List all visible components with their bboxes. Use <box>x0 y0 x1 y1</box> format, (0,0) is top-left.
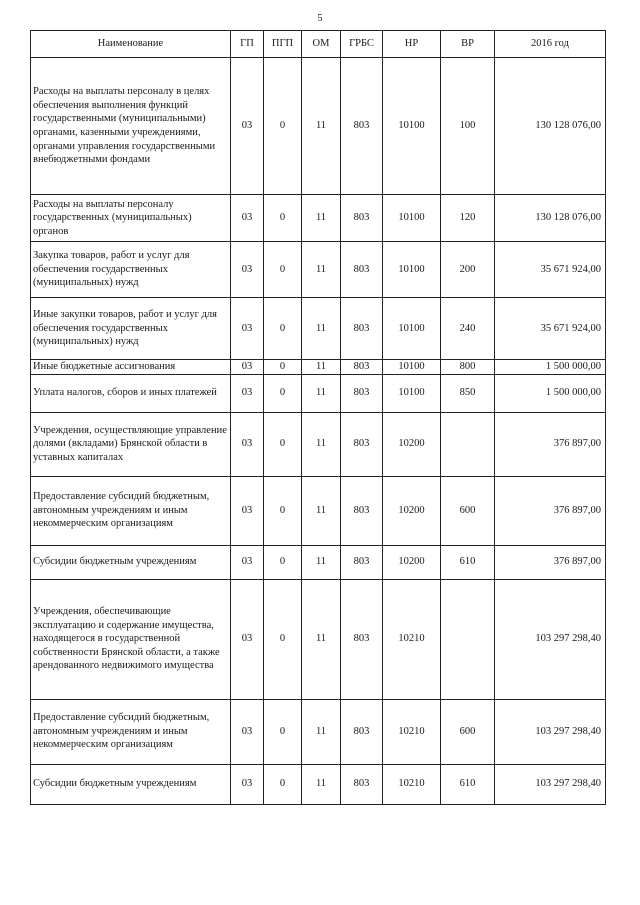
cell-nr: 10210 <box>383 764 441 804</box>
cell-om: 11 <box>302 699 341 764</box>
budget-table <box>30 30 606 805</box>
cell-nr: 10100 <box>383 360 441 375</box>
cell-grbs: 803 <box>341 195 383 242</box>
cell-amount: 376 897,00 <box>495 412 606 476</box>
cell-gp: 03 <box>231 58 264 195</box>
table-row <box>31 242 606 298</box>
cell-nr: 10200 <box>383 476 441 545</box>
table-row <box>31 412 606 476</box>
cell-name: Учреждения, осуществляющие управление долями (вкладами) Брянской области в уставных капиталах <box>31 412 231 476</box>
cell-grbs: 803 <box>341 412 383 476</box>
cell-amount: 130 128 076,00 <box>495 58 606 195</box>
cell-grbs: 803 <box>341 579 383 699</box>
cell-vr: 200 <box>441 242 495 298</box>
header-vr: ВР <box>441 31 495 58</box>
cell-amount: 376 897,00 <box>495 545 606 579</box>
cell-amount: 1 500 000,00 <box>495 360 606 375</box>
header-name: Наименование <box>31 31 231 58</box>
page-number: 5 <box>317 13 323 24</box>
cell-vr: 610 <box>441 764 495 804</box>
cell-name: Расходы на выплаты персоналу государственных (муниципальных) органов <box>31 195 231 242</box>
cell-nr: 10200 <box>383 545 441 579</box>
cell-nr: 10100 <box>383 242 441 298</box>
cell-amount: 376 897,00 <box>495 476 606 545</box>
cell-pgp: 0 <box>264 545 302 579</box>
table-row <box>31 360 606 375</box>
cell-gp: 03 <box>231 360 264 375</box>
cell-amount: 103 297 298,40 <box>495 579 606 699</box>
cell-name: Закупка товаров, работ и услуг для обеспечения государственных (муниципальных) нужд <box>31 242 231 298</box>
cell-amount: 103 297 298,40 <box>495 699 606 764</box>
cell-amount: 1 500 000,00 <box>495 374 606 412</box>
table-row <box>31 699 606 764</box>
cell-vr: 120 <box>441 195 495 242</box>
cell-nr: 10210 <box>383 699 441 764</box>
cell-amount: 103 297 298,40 <box>495 764 606 804</box>
cell-nr: 10100 <box>383 298 441 360</box>
table-row <box>31 195 606 242</box>
cell-om: 11 <box>302 764 341 804</box>
cell-pgp: 0 <box>264 298 302 360</box>
cell-pgp: 0 <box>264 764 302 804</box>
cell-nr: 10200 <box>383 412 441 476</box>
cell-pgp: 0 <box>264 579 302 699</box>
cell-gp: 03 <box>231 699 264 764</box>
cell-grbs: 803 <box>341 545 383 579</box>
cell-grbs: 803 <box>341 476 383 545</box>
table-row <box>31 58 606 195</box>
cell-gp: 03 <box>231 298 264 360</box>
cell-gp: 03 <box>231 764 264 804</box>
cell-om: 11 <box>302 360 341 375</box>
cell-gp: 03 <box>231 545 264 579</box>
cell-gp: 03 <box>231 476 264 545</box>
header-gp: ГП <box>231 31 264 58</box>
cell-pgp: 0 <box>264 58 302 195</box>
table-row <box>31 764 606 804</box>
cell-pgp: 0 <box>264 699 302 764</box>
cell-grbs: 803 <box>341 360 383 375</box>
cell-om: 11 <box>302 476 341 545</box>
cell-om: 11 <box>302 412 341 476</box>
cell-vr: 600 <box>441 699 495 764</box>
cell-gp: 03 <box>231 195 264 242</box>
cell-pgp: 0 <box>264 476 302 545</box>
table-header <box>31 31 606 58</box>
cell-vr: 600 <box>441 476 495 545</box>
cell-om: 11 <box>302 58 341 195</box>
cell-name: Учреждения, обеспечивающие эксплуатацию и содержание имущества, находящегося в государственной собственности Брянской области, а также арендованного недвижимого имущества <box>31 579 231 699</box>
header-nr: НР <box>383 31 441 58</box>
cell-nr: 10100 <box>383 58 441 195</box>
header-pgp: ПГП <box>264 31 302 58</box>
cell-amount: 35 671 924,00 <box>495 242 606 298</box>
cell-grbs: 803 <box>341 374 383 412</box>
cell-nr: 10210 <box>383 579 441 699</box>
cell-name: Предоставление субсидий бюджетным, автономным учреждениям и иным некоммерческим организациям <box>31 699 231 764</box>
header-row <box>31 31 606 58</box>
cell-grbs: 803 <box>341 699 383 764</box>
table-row <box>31 298 606 360</box>
cell-vr: 610 <box>441 545 495 579</box>
cell-vr: 850 <box>441 374 495 412</box>
cell-om: 11 <box>302 242 341 298</box>
cell-name: Уплата налогов, сборов и иных платежей <box>31 374 231 412</box>
cell-grbs: 803 <box>341 298 383 360</box>
cell-pgp: 0 <box>264 412 302 476</box>
header-year: 2016 год <box>495 31 606 58</box>
cell-vr <box>441 579 495 699</box>
cell-vr: 240 <box>441 298 495 360</box>
cell-name: Иные закупки товаров, работ и услуг для обеспечения государственных (муниципальных) нужд <box>31 298 231 360</box>
cell-vr: 800 <box>441 360 495 375</box>
table-row <box>31 476 606 545</box>
cell-name: Субсидии бюджетным учреждениям <box>31 545 231 579</box>
cell-gp: 03 <box>231 242 264 298</box>
header-grbs: ГРБС <box>341 31 383 58</box>
cell-om: 11 <box>302 374 341 412</box>
table-row <box>31 374 606 412</box>
cell-gp: 03 <box>231 374 264 412</box>
cell-pgp: 0 <box>264 360 302 375</box>
cell-name: Субсидии бюджетным учреждениям <box>31 764 231 804</box>
cell-om: 11 <box>302 545 341 579</box>
header-om: ОМ <box>302 31 341 58</box>
table-body <box>31 58 606 805</box>
cell-grbs: 803 <box>341 764 383 804</box>
cell-name: Предоставление субсидий бюджетным, автономным учреждениям и иным некоммерческим организациям <box>31 476 231 545</box>
cell-pgp: 0 <box>264 374 302 412</box>
cell-om: 11 <box>302 579 341 699</box>
cell-nr: 10100 <box>383 374 441 412</box>
cell-om: 11 <box>302 298 341 360</box>
cell-amount: 130 128 076,00 <box>495 195 606 242</box>
cell-name: Иные бюджетные ассигнования <box>31 360 231 375</box>
cell-name: Расходы на выплаты персоналу в целях обеспечения выполнения функций государственными (муниципальными) органами, казенными учреждениями, органами управления государственными внебюджетными фондами <box>31 58 231 195</box>
cell-nr: 10100 <box>383 195 441 242</box>
cell-grbs: 803 <box>341 242 383 298</box>
cell-amount: 35 671 924,00 <box>495 298 606 360</box>
cell-pgp: 0 <box>264 242 302 298</box>
table-row <box>31 579 606 699</box>
cell-om: 11 <box>302 195 341 242</box>
cell-vr: 100 <box>441 58 495 195</box>
table-row <box>31 545 606 579</box>
cell-grbs: 803 <box>341 58 383 195</box>
cell-gp: 03 <box>231 412 264 476</box>
cell-pgp: 0 <box>264 195 302 242</box>
cell-vr <box>441 412 495 476</box>
cell-gp: 03 <box>231 579 264 699</box>
